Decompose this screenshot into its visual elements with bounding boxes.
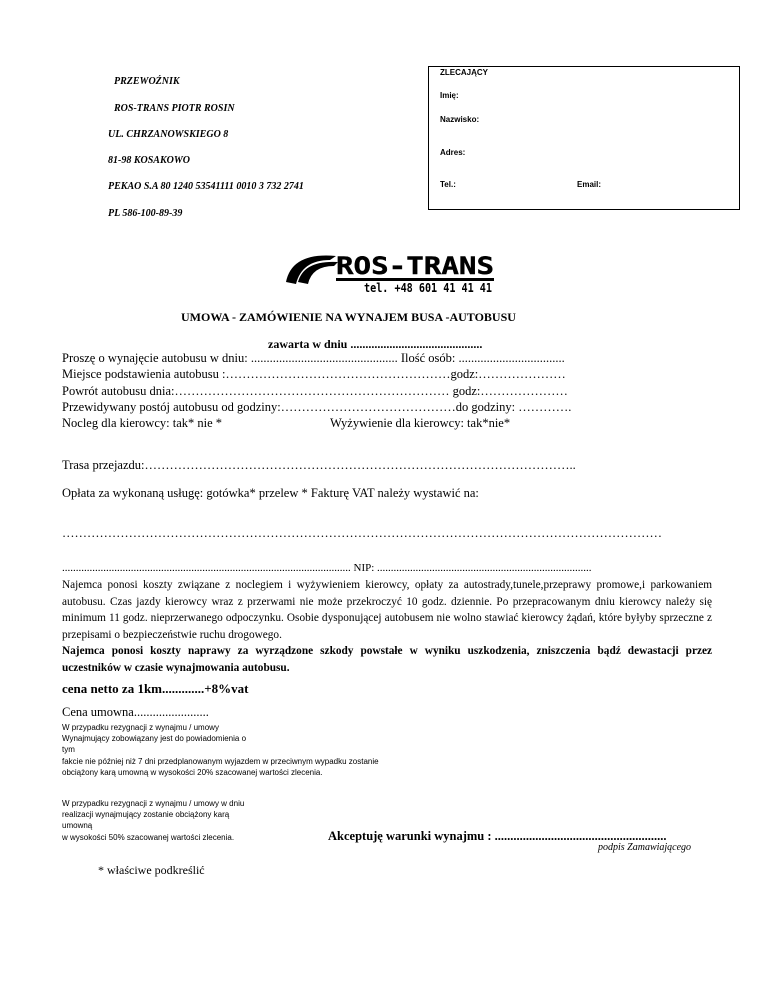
stop-hours-line: Przewidywany postój autobusu od godziny:……………………………………do godziny: …………. [62,400,572,414]
clause-line: W przypadku rezygnacji z wynajmu / umowy w dniu [62,799,245,808]
carrier-bank: PEKAO S.A 80 1240 53541111 0010 3 732 2741 [108,181,304,192]
driver-meals-line: Wyżywienie dla kierowcy: tak*nie* [330,416,511,430]
return-date-line: Powrót autobusu dnia:………………………………………………………… godz:………………… [62,384,568,398]
carrier-name: ROS-TRANS PIOTR ROSIN [114,103,235,114]
damage-paragraph: Najemca ponosi koszty naprawy za wyrządzone szkody powstałe w wyniku uszkodzenia, zniszczenia bądź dewastacji przez uczestników w czasie wynajmowania autobusu. [62,645,712,674]
email-label: Email: [577,180,602,189]
terms-paragraph: Najemca ponosi koszty związane z noclegiem i wyżywieniem kierowcy, opłaty za autostrady,tunele,przeprawy promowe,i parkowaniem autobusu. Czas jazdy kierowcy wraz z przerwami nie może przekroczyć 10 godz. dziennie. Po przepracowanym dniu kierowcy należy się minimum 11 godz. nieprzerwanego odpoczynku. Osobie dysponującej autobusem nie wolno stawiać kierowcy żądań, które byłyby sprzeczne z przepisami o bezpieczeństwie ruchu drogowego. [62,579,712,641]
clause-line: tym [62,745,75,755]
pickup-place-line: Miejsce podstawienia autobusu :………………………………………………godz:………………… [62,367,566,381]
cancellation-clause-7-days [62,722,382,778]
client-box [428,66,740,210]
clause-line: Wynajmujący zobowiązany jest do powiadomienia o [62,734,247,744]
footnote: * właściwe podkreślić [98,863,205,877]
carrier-street: UL. CHRZANOWSKIEGO 8 [108,129,229,140]
net-price-line: cena netto za 1km.............+8%vat [62,681,249,696]
company-logo [284,246,498,296]
phone-label: Tel.: [440,180,456,189]
nip-line: ......................................................................................................... NIP: .............................................................................. [62,562,592,574]
clause-line: w wysokości 50% szacowanej wartości zlecenia. [62,832,235,842]
clause-line: realizacji wynajmujący zostanie obciążony karą [62,810,230,820]
clause-line: umowną [62,821,93,831]
clause-line: obciążony karą umowną w wysokości 20% szacowanej wartości zlecenia. [62,767,323,777]
clause-line: fakcie nie później niż 7 dni przedplanowanym wyjazdem w przeciwnym wypadku zostanie [62,756,379,766]
invoice-address-line: ……………………………………………………………………………………………………………………………… [62,526,662,540]
rental-date-line: Proszę o wynajęcie autobusu w dniu: ............................................... Ilość osób: .................................. [62,351,565,365]
accept-terms-line: Akceptuję warunki wynajmu : ....................................................... [328,829,667,843]
address-label: Adres: [440,148,466,157]
carrier-heading: PRZEWOŹNIK [114,76,180,87]
clause-line: W przypadku rezygnacji z wynajmu / umowy [62,723,219,732]
signature-caption: podpis Zamawiającego [598,842,692,853]
contract-price-line: Cena umowna........................ [62,705,209,719]
payment-line: Opłata za wykonaną usługę: gotówka* przelew * Fakturę VAT należy wystawić na: [62,486,479,500]
last-name-label: Nazwisko: [440,115,480,124]
logo-phone: tel. +48 601 41 41 41 [364,281,492,295]
logo-name: ROS-TRANS [336,252,494,280]
page-title: UMOWA - ZAMÓWIENIE NA WYNAJEM BUSA -AUTOBUSU [181,310,516,324]
client-box-title: ZLECAJĄCY [440,68,489,77]
route-line: Trasa przejazdu:………………………………………………………………………………………….. [62,458,576,472]
first-name-label: Imię: [440,91,459,100]
carrier-city: 81-98 KOSAKOWO [108,155,190,166]
cancellation-clause-same-day [62,798,292,843]
signed-on-date: zawarta w dniu ............................................ [268,337,483,351]
driver-lodging-line: Nocleg dla kierowcy: tak* nie * [62,416,223,430]
logo-swoosh-icon [284,246,498,296]
carrier-tax-id: PL 586-100-89-39 [108,208,183,219]
